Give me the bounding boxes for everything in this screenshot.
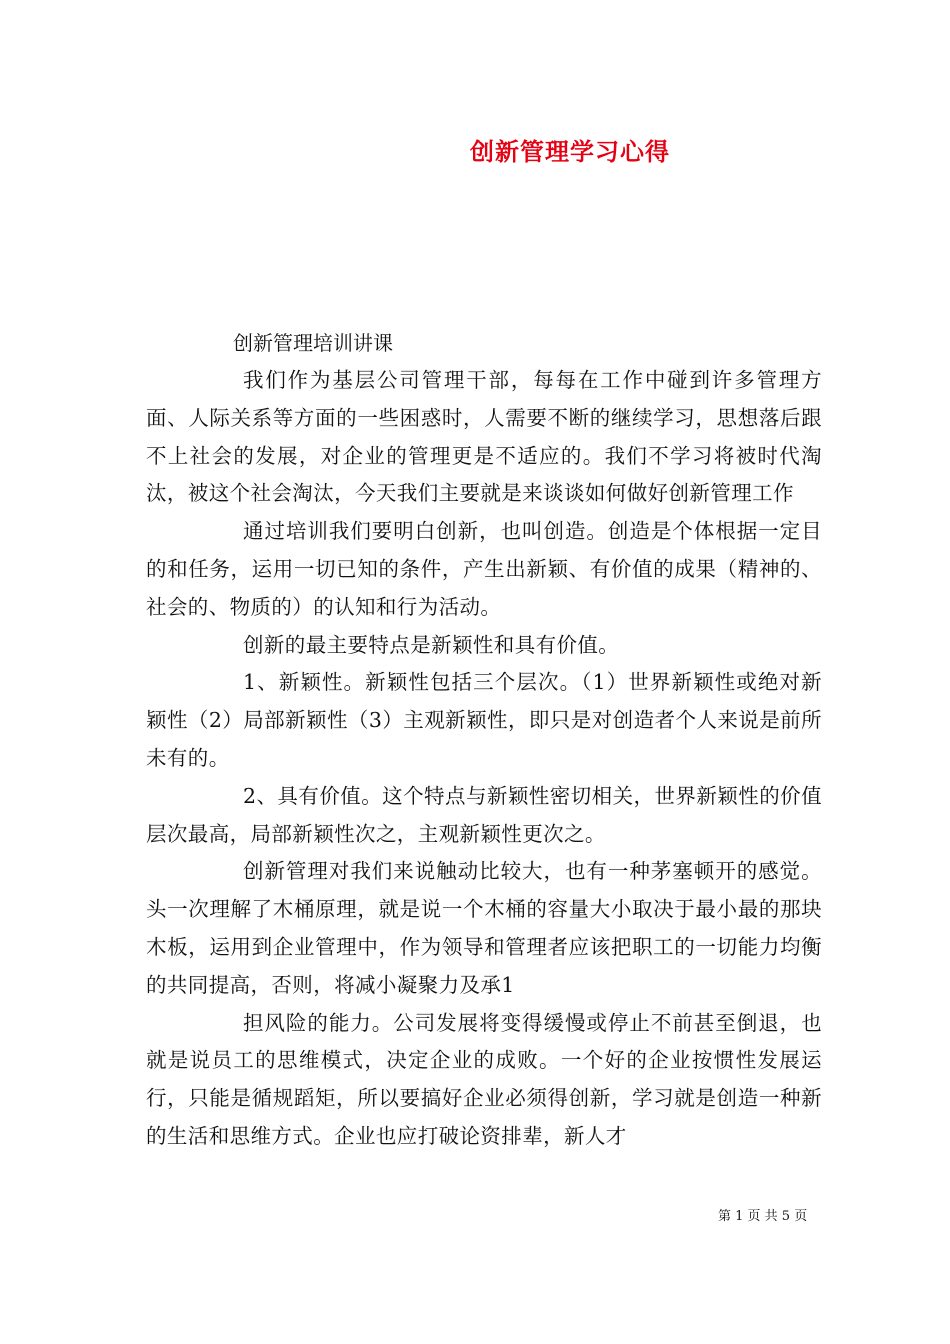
page-number-footer: 第 1 页 共 5 页 [718, 1209, 808, 1224]
paragraph-intro: 我们作为基层公司管理干部，每每在工作中碰到许多管理方面、人际关系等方面的一些困惑时，人需要不断的继续学习，思想落后跟不上社会的发展，对企业的管理更是不适应的。我们不学习将被时代淘汰，被这个社会淘汰，今天我们主要就是来谈谈如何做好创新管理工作 [146, 368, 822, 506]
paragraph-risk: 担风险的能力。公司发展将变得缓慢或停止不前甚至倒退，也就是说员工的思维模式，决定企业的成败。一个好的企业按惯性发展运行，只能是循规蹈矩，所以要搞好企业必须得创新，学习就是创造一种新的生活和思维方式。企业也应打破论资排辈，新人才 [146, 1010, 822, 1148]
paragraph-value: 2、具有价值。这个特点与新颖性密切相关，世界新颖性的价值层次最高，局部新颖性次之，主观新颖性更次之。 [146, 783, 822, 846]
paragraph-features: 创新的最主要特点是新颖性和具有价值。 [243, 632, 620, 657]
document-subtitle: 创新管理培训讲课 [233, 331, 393, 355]
document-title: 创新管理学习心得 [470, 137, 670, 166]
document-body [146, 362, 822, 1156]
paragraph-bucket-theory: 创新管理对我们来说触动比较大，也有一种茅塞顿开的感觉。头一次理解了木桶原理，就是说一个木桶的容量大小取决于最小最的那块木板，运用到企业管理中，作为领导和管理者应该把职工的一切能力均衡的共同提高，否则，将减小凝聚力及承1 [146, 859, 822, 997]
paragraph-novelty: 1、新颖性。新颖性包括三个层次。（1）世界新颖性或绝对新颖性（2）局部新颖性（3）主观新颖性，即只是对创造者个人来说是前所未有的。 [146, 670, 822, 770]
paragraph-definition: 通过培训我们要明白创新，也叫创造。创造是个体根据一定目的和任务，运用一切已知的条件，产生出新颖、有价值的成果（精神的、社会的、物质的）的认知和行为活动。 [146, 519, 822, 619]
